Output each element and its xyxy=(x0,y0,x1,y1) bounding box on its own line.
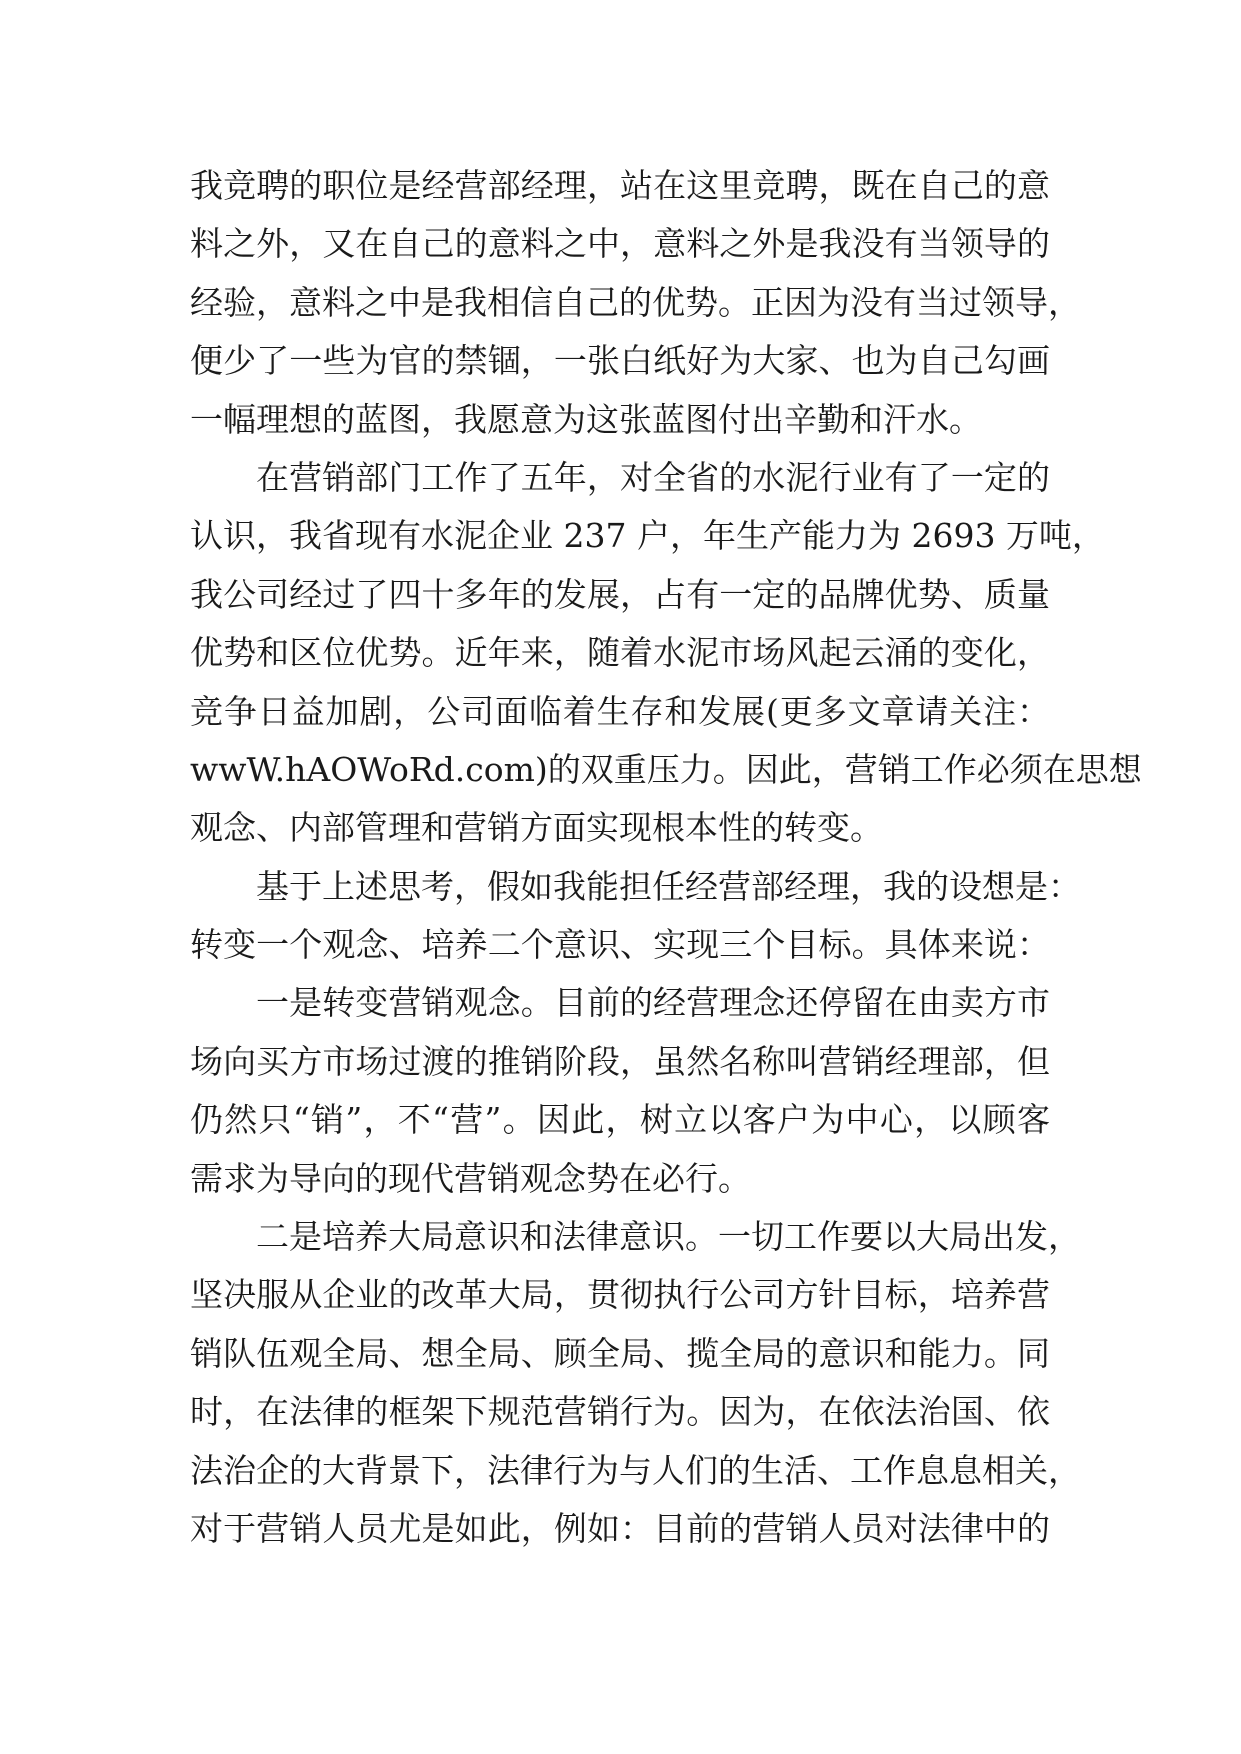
text-line: 一是转变营销观念。目前的经营理念还停留在由卖方市 xyxy=(256,983,1050,1023)
text-line: 我竞聘的职位是经营部经理，站在这里竞聘，既在自己的意 xyxy=(190,166,1050,205)
text-line: 坚决服从企业的改革大局，贯彻执行公司方针目标，培养营 xyxy=(190,1275,1050,1315)
document-body xyxy=(190,157,1142,1558)
text-line: 销队伍观全局、想全局、顾全局、揽全局的意识和能力。同 xyxy=(190,1333,1050,1373)
text-line: 优势和区位优势。近年来，随着水泥市场风起云涌的变化， xyxy=(190,633,1050,673)
text-line: 转变一个观念、培养二个意识、实现三个目标。具体来说： xyxy=(190,925,1050,965)
text-line: 对于营销人员尤是如此，例如：目前的营销人员对法律中的 xyxy=(190,1508,1050,1548)
text-line: 认识，我省现有水泥企业 237 户，年生产能力为 2693 万吨， xyxy=(190,516,1105,556)
text-line: 便少了一些为官的禁锢，一张白纸好为大家、也为自己勾画 xyxy=(190,341,1050,381)
text-line: 竞争日益加剧，公司面临着生存和发展(更多文章请关注： xyxy=(190,691,1050,731)
text-line: 法治企的大背景下，法律行为与人们的生活、工作息息相关， xyxy=(190,1450,1081,1490)
text-line: 料之外，又在自己的意料之中，意料之外是我没有当领导的 xyxy=(190,224,1050,264)
text-line: 需求为导向的现代营销观念势在必行。 xyxy=(190,1158,751,1198)
text-line: 基于上述思考，假如我能担任经营部经理，我的设想是： xyxy=(256,866,1081,906)
text-line: 观念、内部管理和营销方面实现根本性的转变。 xyxy=(190,808,883,848)
text-line: 时，在法律的框架下规范营销行为。因为，在依法治国、依 xyxy=(190,1392,1050,1432)
text-line: 我公司经过了四十多年的发展，占有一定的品牌优势、质量 xyxy=(190,574,1050,614)
text-line: 在营销部门工作了五年，对全省的水泥行业有了一定的 xyxy=(256,457,1050,497)
text-line: 场向买方市场过渡的推销阶段，虽然名称叫营销经理部，但 xyxy=(190,1041,1050,1081)
text-line: 仍然只“销”，不“营”。因此，树立以客户为中心，以顾客 xyxy=(190,1100,1050,1140)
text-line: 经验，意料之中是我相信自己的优势。正因为没有当过领导， xyxy=(190,282,1081,322)
text-line: 二是培养大局意识和法律意识。一切工作要以大局出发， xyxy=(256,1217,1081,1257)
text-line: wwW.hAOWoRd.com)的双重压力。因此，营销工作必须在思想 xyxy=(190,749,1142,789)
text-line: 一幅理想的蓝图，我愿意为这张蓝图付出辛勤和汗水。 xyxy=(190,399,982,439)
